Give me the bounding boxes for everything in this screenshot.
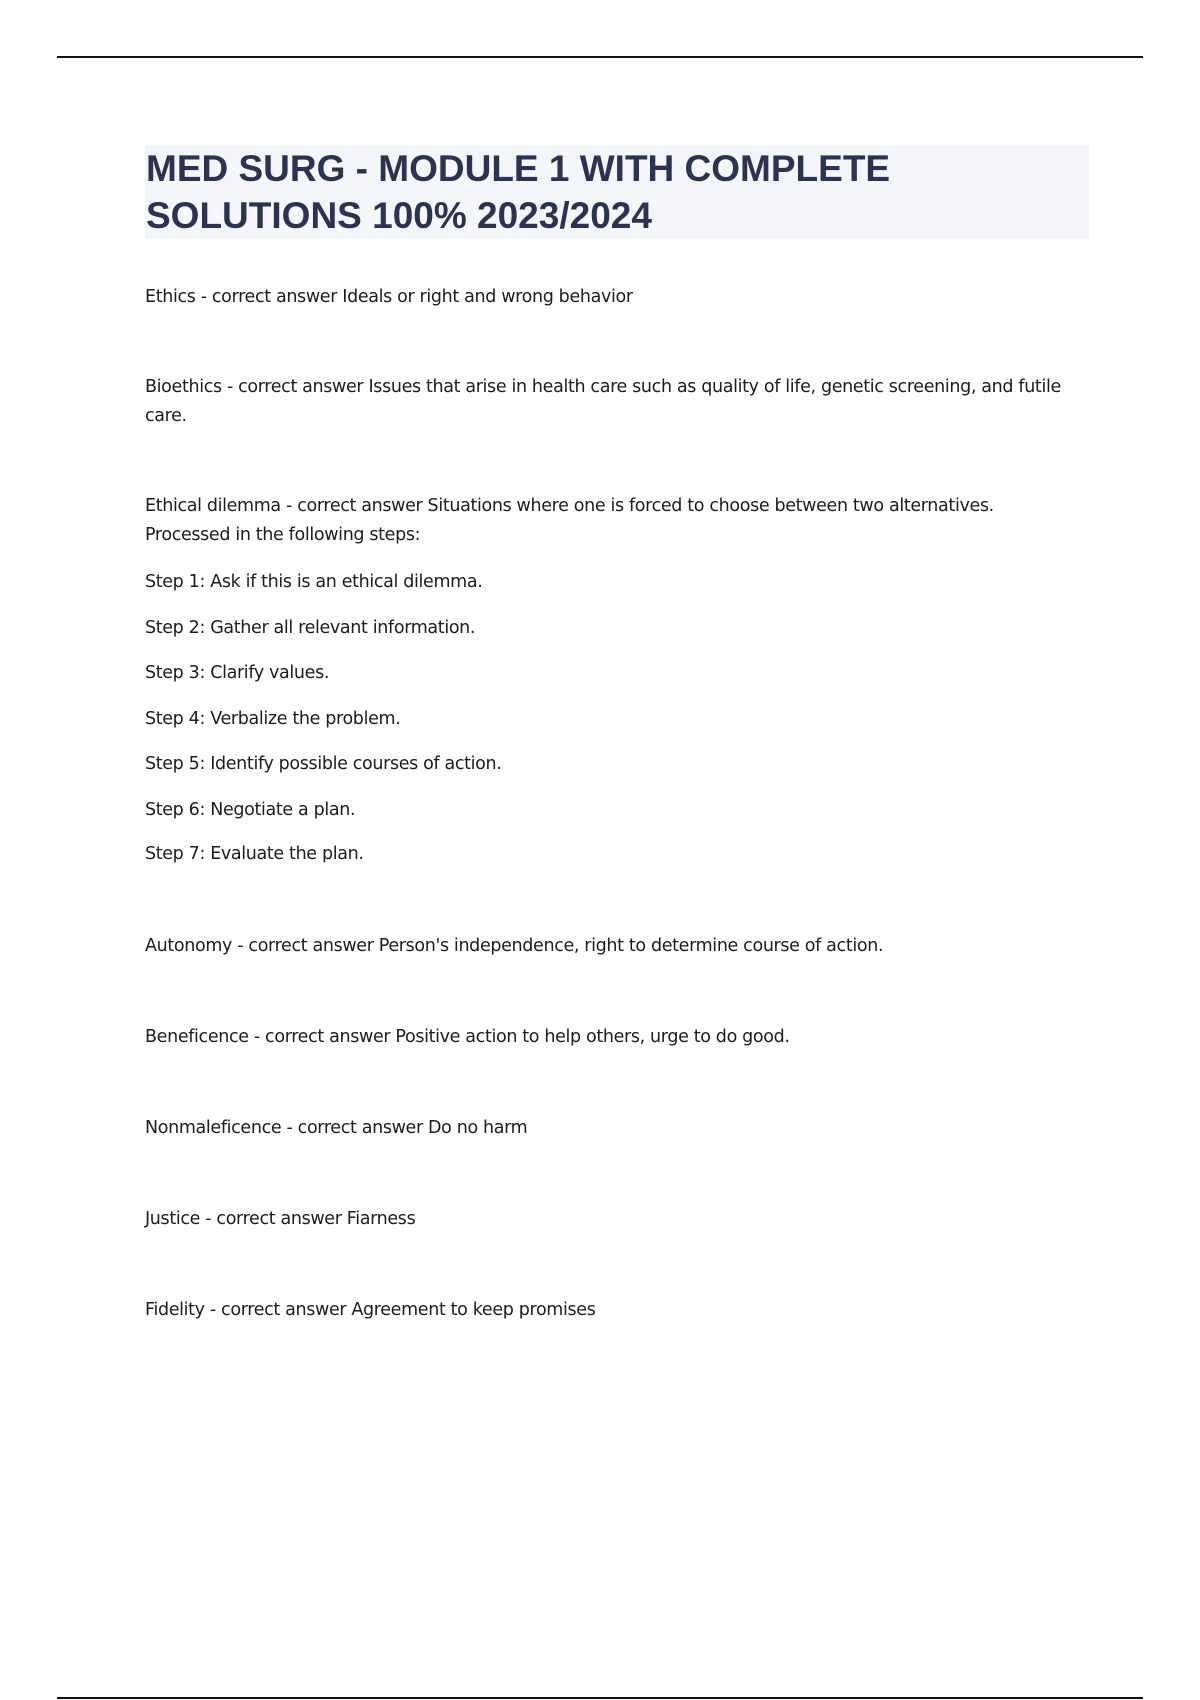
entry-autonomy: Autonomy - correct answer Person's independence, right to determine course of action. — [145, 936, 884, 956]
entry-bioethics: Bioethics - correct answer Issues that arise in health care such as quality of life, genetic screening, and futile care. — [145, 377, 1061, 426]
entry-fidelity: Fidelity - correct answer Agreement to keep promises — [145, 1300, 596, 1320]
top-rule — [57, 56, 1143, 58]
entry-beneficence: Beneficence - correct answer Positive action to help others, urge to do good. — [145, 1027, 790, 1047]
step-item-4: Step 4: Verbalize the problem. — [145, 709, 401, 729]
entry-nonmaleficence: Nonmaleficence - correct answer Do no harm — [145, 1118, 528, 1138]
step-item-7: Step 7: Evaluate the plan. — [145, 844, 364, 864]
step-item-3: Step 3: Clarify values. — [145, 663, 330, 683]
bottom-rule — [57, 1697, 1143, 1699]
step-item-2: Step 2: Gather all relevant information. — [145, 618, 476, 638]
entry-ethics: Ethics - correct answer Ideals or right and wrong behavior — [145, 287, 633, 307]
document-title: MED SURG - MODULE 1 WITH COMPLETE SOLUTIONS 100% 2023/2024 — [146, 148, 891, 236]
step-item-1: Step 1: Ask if this is an ethical dilemma. — [145, 572, 483, 592]
step-item-5: Step 5: Identify possible courses of action. — [145, 754, 502, 774]
step-item-6: Step 6: Negotiate a plan. — [145, 800, 356, 820]
entry-justice: Justice - correct answer Fiarness — [145, 1209, 416, 1229]
entry-ethical-dilemma: Ethical dilemma - correct answer Situations where one is forced to choose between two alternatives. Processed in the following steps: — [145, 496, 994, 545]
